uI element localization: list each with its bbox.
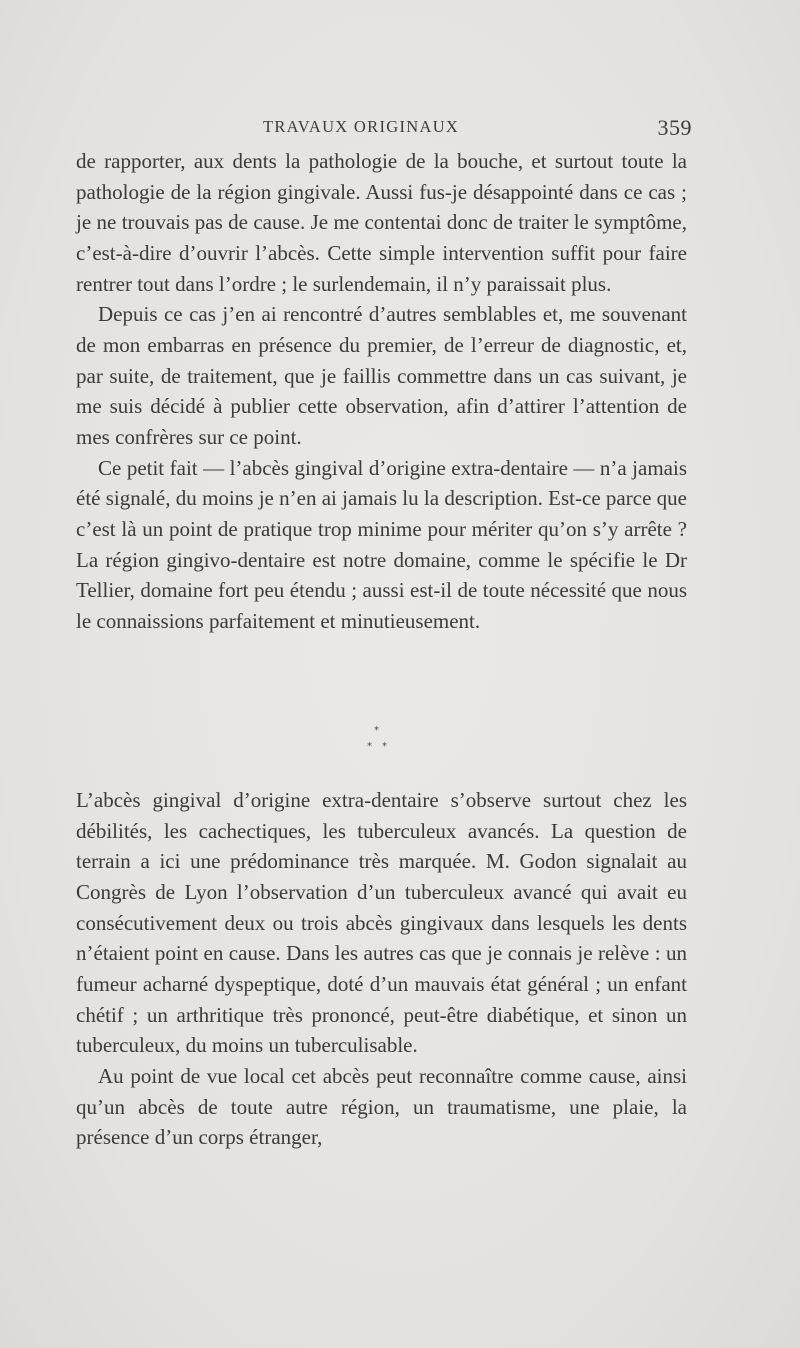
paragraph: L’abcès gingival d’origine extra-dentaire s’observe surtout chez les débilités, les cachectiques, les tuberculeux avancés. La question de terrain a ici une prédominance très marquée. M. Godon signalait au Congrès de Lyon l’observation d’un tuberculeux avancé qui avait eu consécutivement deux ou trois abcès gingivaux dans lesquels les dents n’étaient point en cause. Dans les autres cas que je connais je relève : un fumeur acharné dyspeptique, doté d’un mauvais état général ; un enfant chétif ; un arthritique très prononcé, peut-être diabétique, et sinon un tuberculeux, du moins un tuberculisable. <box>76 788 687 1058</box>
running-title: TRAVAUX ORIGINAUX <box>263 117 460 136</box>
paragraph: de rapporter, aux dents la pathologie de la bouche, et surtout toute la pathologie de la région gingivale. Aussi fus-je désappointé dans ce cas ; je ne trouvais pas de cause. Je me contentai donc de traiter le symptôme, c’est-à-dire d’ouvrir l’abcès. Cette simple intervention suffit pour faire rentrer tout dans l’ordre ; le surlendemain, il n’y paraissait plus. <box>76 149 687 296</box>
text-section-1 <box>76 146 687 637</box>
asterisk-mark: * <box>374 725 379 736</box>
paragraph: Au point de vue local cet abcès peut reconnaître comme cause, ainsi qu’un abcès de toute autre région, un traumatisme, une plaie, la présence d’un corps étranger, <box>76 1063 687 1150</box>
asterisk-mark: * <box>367 741 372 752</box>
asterisk-mark: * <box>382 741 387 752</box>
paragraph: Ce petit fait — l’abcès gingival d’origine extra-dentaire — n’a jamais été signalé, du moins je n’en ai jamais lu la description. Est-ce parce que c’est là un point de pratique trop minime pour mériter qu’on s’y arrête ? La région gingivo-dentaire est notre domaine, comme le spécifie le Dr Tellier, domaine fort peu étendu ; aussi est-il de toute nécessité que nous le connaissions parfaitement et minutieusement. <box>76 455 687 633</box>
paragraph: Depuis ce cas j’en ai rencontré d’autres semblables et, me souvenant de mon embarras en présence du premier, de l’erreur de diagnostic, et, par suite, de traitement, que je faillis commettre dans un cas suivant, je me suis décidé à publier cette observation, afin d’attirer l’attention de mes confrères sur ce point. <box>76 302 687 449</box>
asterism-separator <box>350 722 410 758</box>
text-section-2 <box>76 785 687 1153</box>
running-head <box>76 113 696 141</box>
page-number: 359 <box>657 115 692 140</box>
